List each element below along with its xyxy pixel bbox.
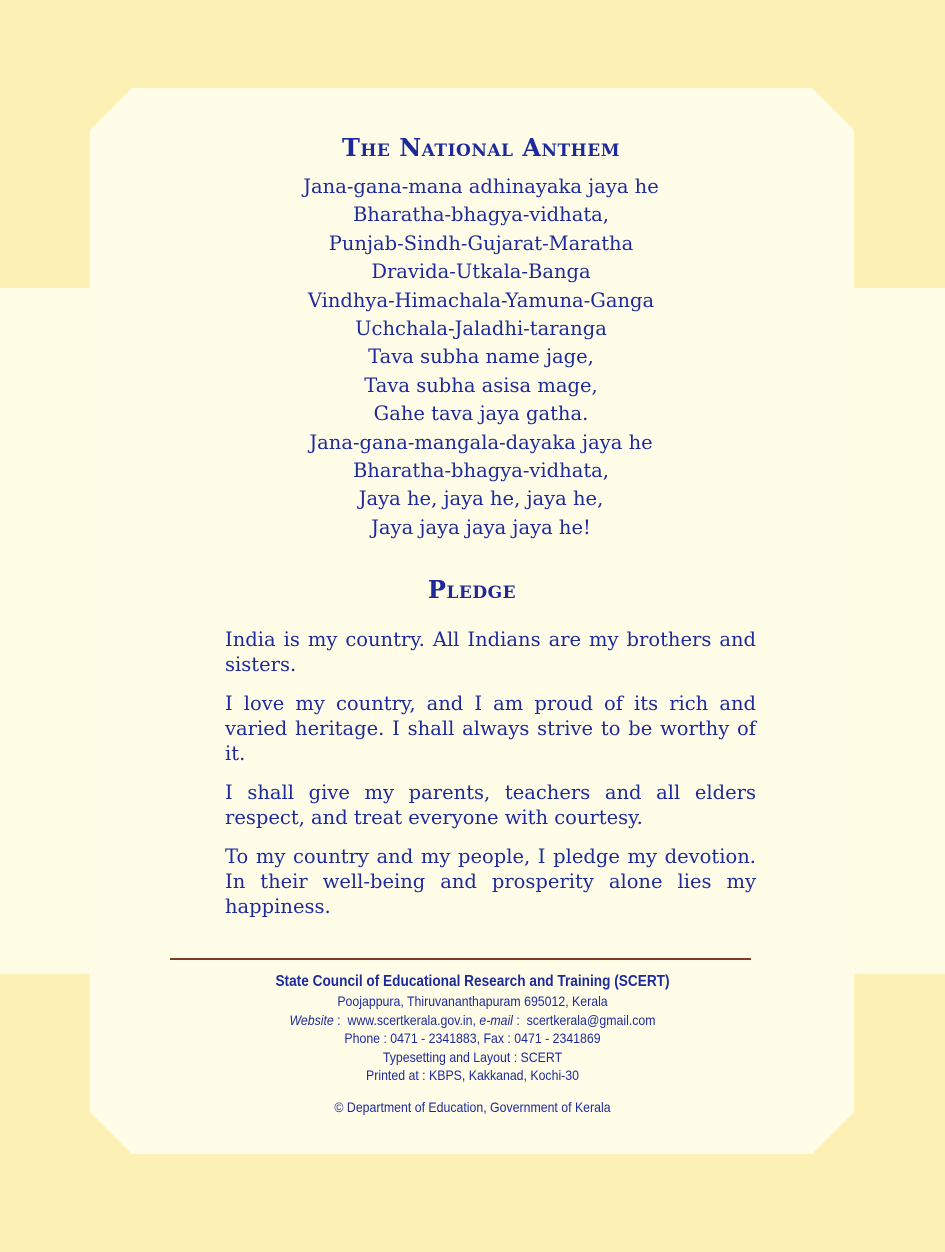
website-link[interactable]: www.scertkerala.gov.in (347, 1011, 473, 1028)
publisher-phone: Phone : 0471 - 2341883, Fax : 0471 - 2341869 (344, 1030, 601, 1046)
printer-credit: Printed at : KBPS, Kakkanad, Kochi-30 (366, 1067, 579, 1083)
anthem-line: Uchchala-Jaladhi-taranga (355, 317, 607, 341)
pledge-paragraph: To my country and my people, I pledge my devotion. In their well-being and prosperity alone lies my happiness. (225, 845, 756, 918)
email-link[interactable]: scertkerala@gmail.com (526, 1011, 656, 1028)
anthem-title: The National Anthem (341, 133, 621, 162)
pledge-paragraph: I love my country, and I am proud of its rich and varied heritage. I shall always strive to be worthy of it. (225, 692, 756, 765)
anthem-line: Bharatha-bhagya-vidhata, (352, 459, 610, 483)
anthem-line: Jaya jaya jaya jaya he! (371, 515, 591, 539)
pledge-paragraph: I shall give my parents, teachers and all elders respect, and treat everyone with courtesy. (225, 781, 756, 829)
anthem-line: Jana-gana-mangala-dayaka jaya he (309, 430, 653, 454)
pledge-paragraph: India is my country. All Indians are my brothers and sisters. (225, 628, 756, 676)
anthem-line: Bharatha-bhagya-vidhata, (352, 203, 610, 227)
copyright-notice: © Department of Education, Government of Kerala (334, 1098, 611, 1115)
anthem-line: Jana-gana-mana adhinayaka jaya he (303, 175, 659, 198)
anthem-lyrics (0, 173, 945, 542)
anthem-line: Tava subha name jage, (368, 345, 594, 369)
publisher-name: State Council of Educational Research and Training (SCERT) (275, 973, 670, 990)
anthem-line: Tava subha asisa mage, (364, 373, 598, 397)
email-label: e-mail (479, 1011, 513, 1028)
pledge-title: Pledge (427, 575, 517, 604)
anthem-line: Punjab-Sindh-Gujarat-Maratha (328, 231, 634, 255)
pledge-text (225, 627, 756, 933)
anthem-line: Jaya he, jaya he, jaya he, (358, 487, 604, 511)
publisher-contact: Website : www.scertkerala.gov.in, e-mail : scertkerala@gmail.com (289, 1011, 656, 1028)
publisher-address: Poojappura, Thiruvananthapuram 695012, Kerala (337, 993, 608, 1009)
anthem-line: Dravida-Utkala-Banga (371, 260, 591, 284)
typesetting-credit: Typesetting and Layout : SCERT (382, 1048, 563, 1065)
anthem-line: Vindhya-Himachala-Yamuna-Ganga (307, 288, 655, 312)
website-label: Website (289, 1011, 334, 1028)
publisher-footer (0, 972, 945, 1116)
anthem-line: Gahe tava jaya gatha. (373, 402, 589, 426)
footer-divider (170, 958, 751, 960)
